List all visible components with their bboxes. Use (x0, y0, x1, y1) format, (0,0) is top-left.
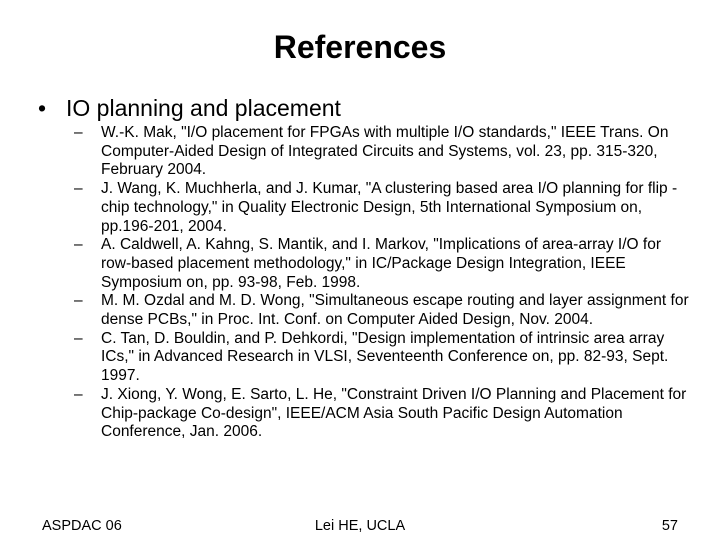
reference-text: C. Tan, D. Bouldin, and P. Dehkordi, "Design implementation of intrinsic area array ICs," in Advanced Research in VLSI, Seventeenth Conference on, pp. 82-93, Sept. 1997. (101, 329, 669, 385)
bullet-glyph: • (38, 95, 47, 121)
footer-page-number: 57 (661, 518, 678, 534)
footer-author: Lei HE, UCLA (314, 518, 406, 534)
reference-item (74, 292, 694, 329)
dash-marker: – (74, 124, 83, 141)
dash-marker: – (74, 236, 83, 254)
reference-text: J. Xiong, Y. Wong, E. Sarto, L. He, "Constraint Driven I/O Planning and Placement for Chip-package Co-design", IEEE/ACM Asia South Pacific Design Automation Conference, Jan. 2006. (101, 385, 687, 441)
slide-title: References (273, 29, 447, 65)
dash-marker: – (74, 385, 83, 403)
reference-item (74, 236, 694, 292)
reference-text: A. Caldwell, A. Kahng, S. Mantik, and I. Markov, "Implications of area-array I/O for row-based placement methodology," in IC/Package Design Integration, IEEE Symposium on, pp. 93-98, Feb. 1998. (101, 236, 661, 291)
reference-text: J. Wang, K. Muchherla, and J. Kumar, "A clustering based area I/O planning for flip -chip technology," in Quality Electronic Design, 5th International Symposium on, pp.196-201, 2004. (101, 180, 678, 235)
reference-list (74, 124, 694, 442)
reference-text: M. M. Ozdal and M. D. Wong, "Simultaneous escape routing and layer assignment for dense PCBs," in Proc. Int. Conf. on Computer Aided Design, Nov. 2004. (101, 292, 689, 329)
reference-item (74, 124, 694, 180)
bullet-item (38, 93, 341, 123)
dash-marker: – (74, 329, 83, 347)
reference-item (74, 180, 694, 236)
reference-item (74, 330, 694, 386)
dash-marker: – (74, 180, 83, 198)
dash-marker: – (74, 292, 83, 310)
reference-item (74, 386, 694, 442)
reference-text: W.-K. Mak, "I/O placement for FPGAs with multiple I/O standards," IEEE Trans. On Computer-Aided Design of Integrated Circuits and Systems, vol. 23, pp. 315-320, February 2004. (101, 124, 669, 179)
bullet-text: IO planning and placement (66, 95, 341, 121)
footer-conference: ASPDAC 06 (42, 518, 122, 534)
